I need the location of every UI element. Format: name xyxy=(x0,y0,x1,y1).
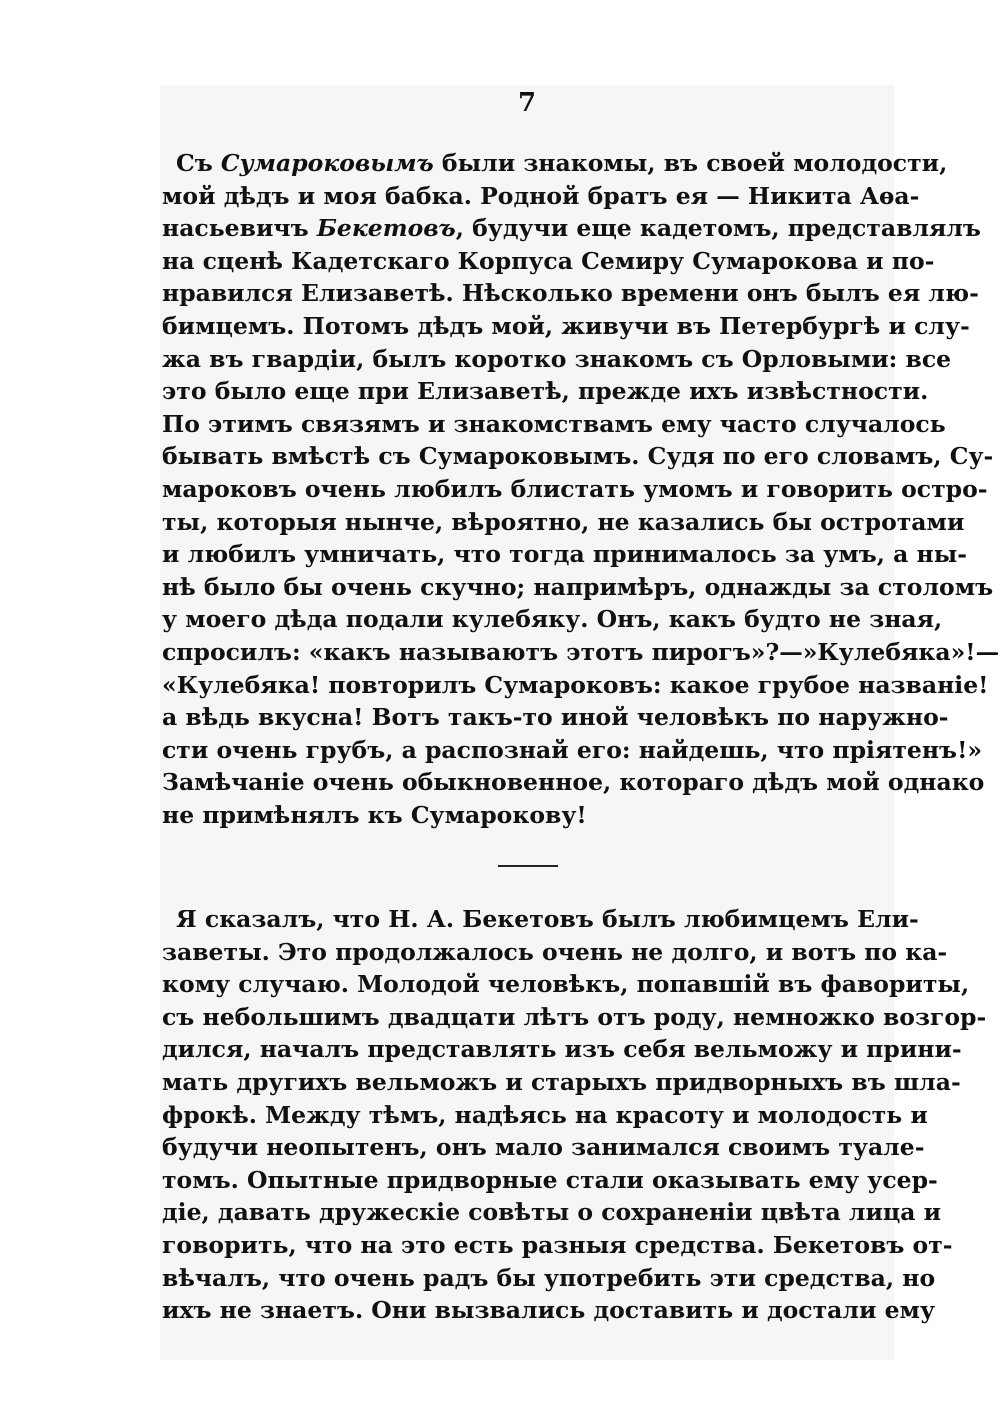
paragraph-sumarokov xyxy=(162,147,1000,831)
text-line: спросилъ: «какъ называютъ этотъ пирогъ»?—»Кулебяка»!— xyxy=(162,637,1000,666)
text-line: томъ. Опытные придворные стали оказывать ему усер- xyxy=(162,1165,938,1194)
text-line: съ небольшимъ двадцати лѣтъ отъ роду, немножко возгор- xyxy=(162,1002,987,1031)
text-line: говорить, что на это есть разныя средства. Бекетовъ от- xyxy=(162,1230,953,1259)
text-line: бимцемъ. Потомъ дѣдъ мой, живучи въ Петербургѣ и слу- xyxy=(162,311,970,340)
text-line: мароковъ очень любилъ блистать умомъ и говорить остро- xyxy=(162,474,988,503)
text-line: ихъ не знаетъ. Они вызвались доставить и достали ему xyxy=(162,1296,935,1325)
text-line: насьевичъ Бекетовъ, будучи еще кадетомъ, представлялъ xyxy=(162,214,981,243)
italic-name-sumarokov: Сумароковымъ xyxy=(220,149,434,177)
text-line: жа въ гвардіи, былъ коротко знакомъ съ Орловыми: все xyxy=(162,344,952,373)
text-line: кому случаю. Молодой человѣкъ, попавшій въ фавориты, xyxy=(162,970,970,999)
italic-name-beketov: Бекетовъ xyxy=(316,214,456,243)
text-line: дился, началъ представлять изъ себя вельможу и прини- xyxy=(162,1035,962,1064)
text-line: это было еще при Елизаветѣ, прежде ихъ извѣстности. xyxy=(162,377,929,406)
text-line: будучи неопытенъ, онъ мало занимался своимъ туале- xyxy=(162,1133,925,1162)
text-line: на сценѣ Кадетскаго Корпуса Семиру Сумарокова и по- xyxy=(162,246,935,275)
book-page xyxy=(160,85,1000,1360)
text-line: Я сказалъ, что Н. А. Бекетовъ былъ любимцемъ Ели- xyxy=(176,905,919,933)
text-line: По этимъ связямъ и знакомствамъ ему часто случалось xyxy=(162,409,946,438)
text-line: не примѣнялъ къ Сумарокову! xyxy=(162,800,587,829)
paragraph-beketov xyxy=(162,903,987,1327)
text-line: и любилъ умничать, что тогда принималось за умъ, а ны- xyxy=(162,540,968,569)
text-line: діе, давать дружескіе совѣты о сохраненіи цвѣта лица и xyxy=(162,1198,942,1227)
text-line: заветы. Это продолжалось очень не долго, и вотъ по ка- xyxy=(162,937,948,966)
text-line: мать другихъ вельможъ и старыхъ придворныхъ въ шла- xyxy=(162,1067,961,1096)
text-line: нѣ было бы очень скучно; напримѣръ, однажды за столомъ xyxy=(162,572,994,601)
text-line: «Кулебяка! повторилъ Сумароковъ: какое грубое названіе! xyxy=(162,670,989,699)
text-line: а вѣдь вкусна! Вотъ такъ-то иной человѣкъ по наружно- xyxy=(162,703,949,732)
page-number: 7 xyxy=(517,88,537,118)
text-line: бывать вмѣстѣ съ Сумароковымъ. Судя по его словамъ, Су- xyxy=(162,442,994,471)
section-separator xyxy=(498,865,558,867)
text-line: у моего дѣда подали кулебяку. Онъ, какъ будто не зная, xyxy=(162,605,943,634)
text-line: ты, которыя нынче, вѣроятно, не казались бы остротами xyxy=(162,507,965,536)
text-line: сти очень грубъ, а распознай его: найдешь, что пріятенъ!» xyxy=(162,735,983,764)
text-line: фрокѣ. Между тѣмъ, надѣясь на красоту и молодость и xyxy=(162,1100,928,1129)
text-line: нравился Елизаветѣ. Нѣсколько времени онъ былъ ея лю- xyxy=(162,279,979,308)
text-line: вѣчалъ, что очень радъ бы употребить эти средства, но xyxy=(162,1263,936,1292)
text-line: Съ Сумароковымъ были знакомы, въ своей молодости, xyxy=(176,149,948,177)
text-line: мой дѣдъ и моя бабка. Родной братъ ея — Никита Аѳа- xyxy=(162,181,920,210)
text-line: Замѣчаніе очень обыкновенное, котораго дѣдъ мой однако xyxy=(162,768,985,797)
